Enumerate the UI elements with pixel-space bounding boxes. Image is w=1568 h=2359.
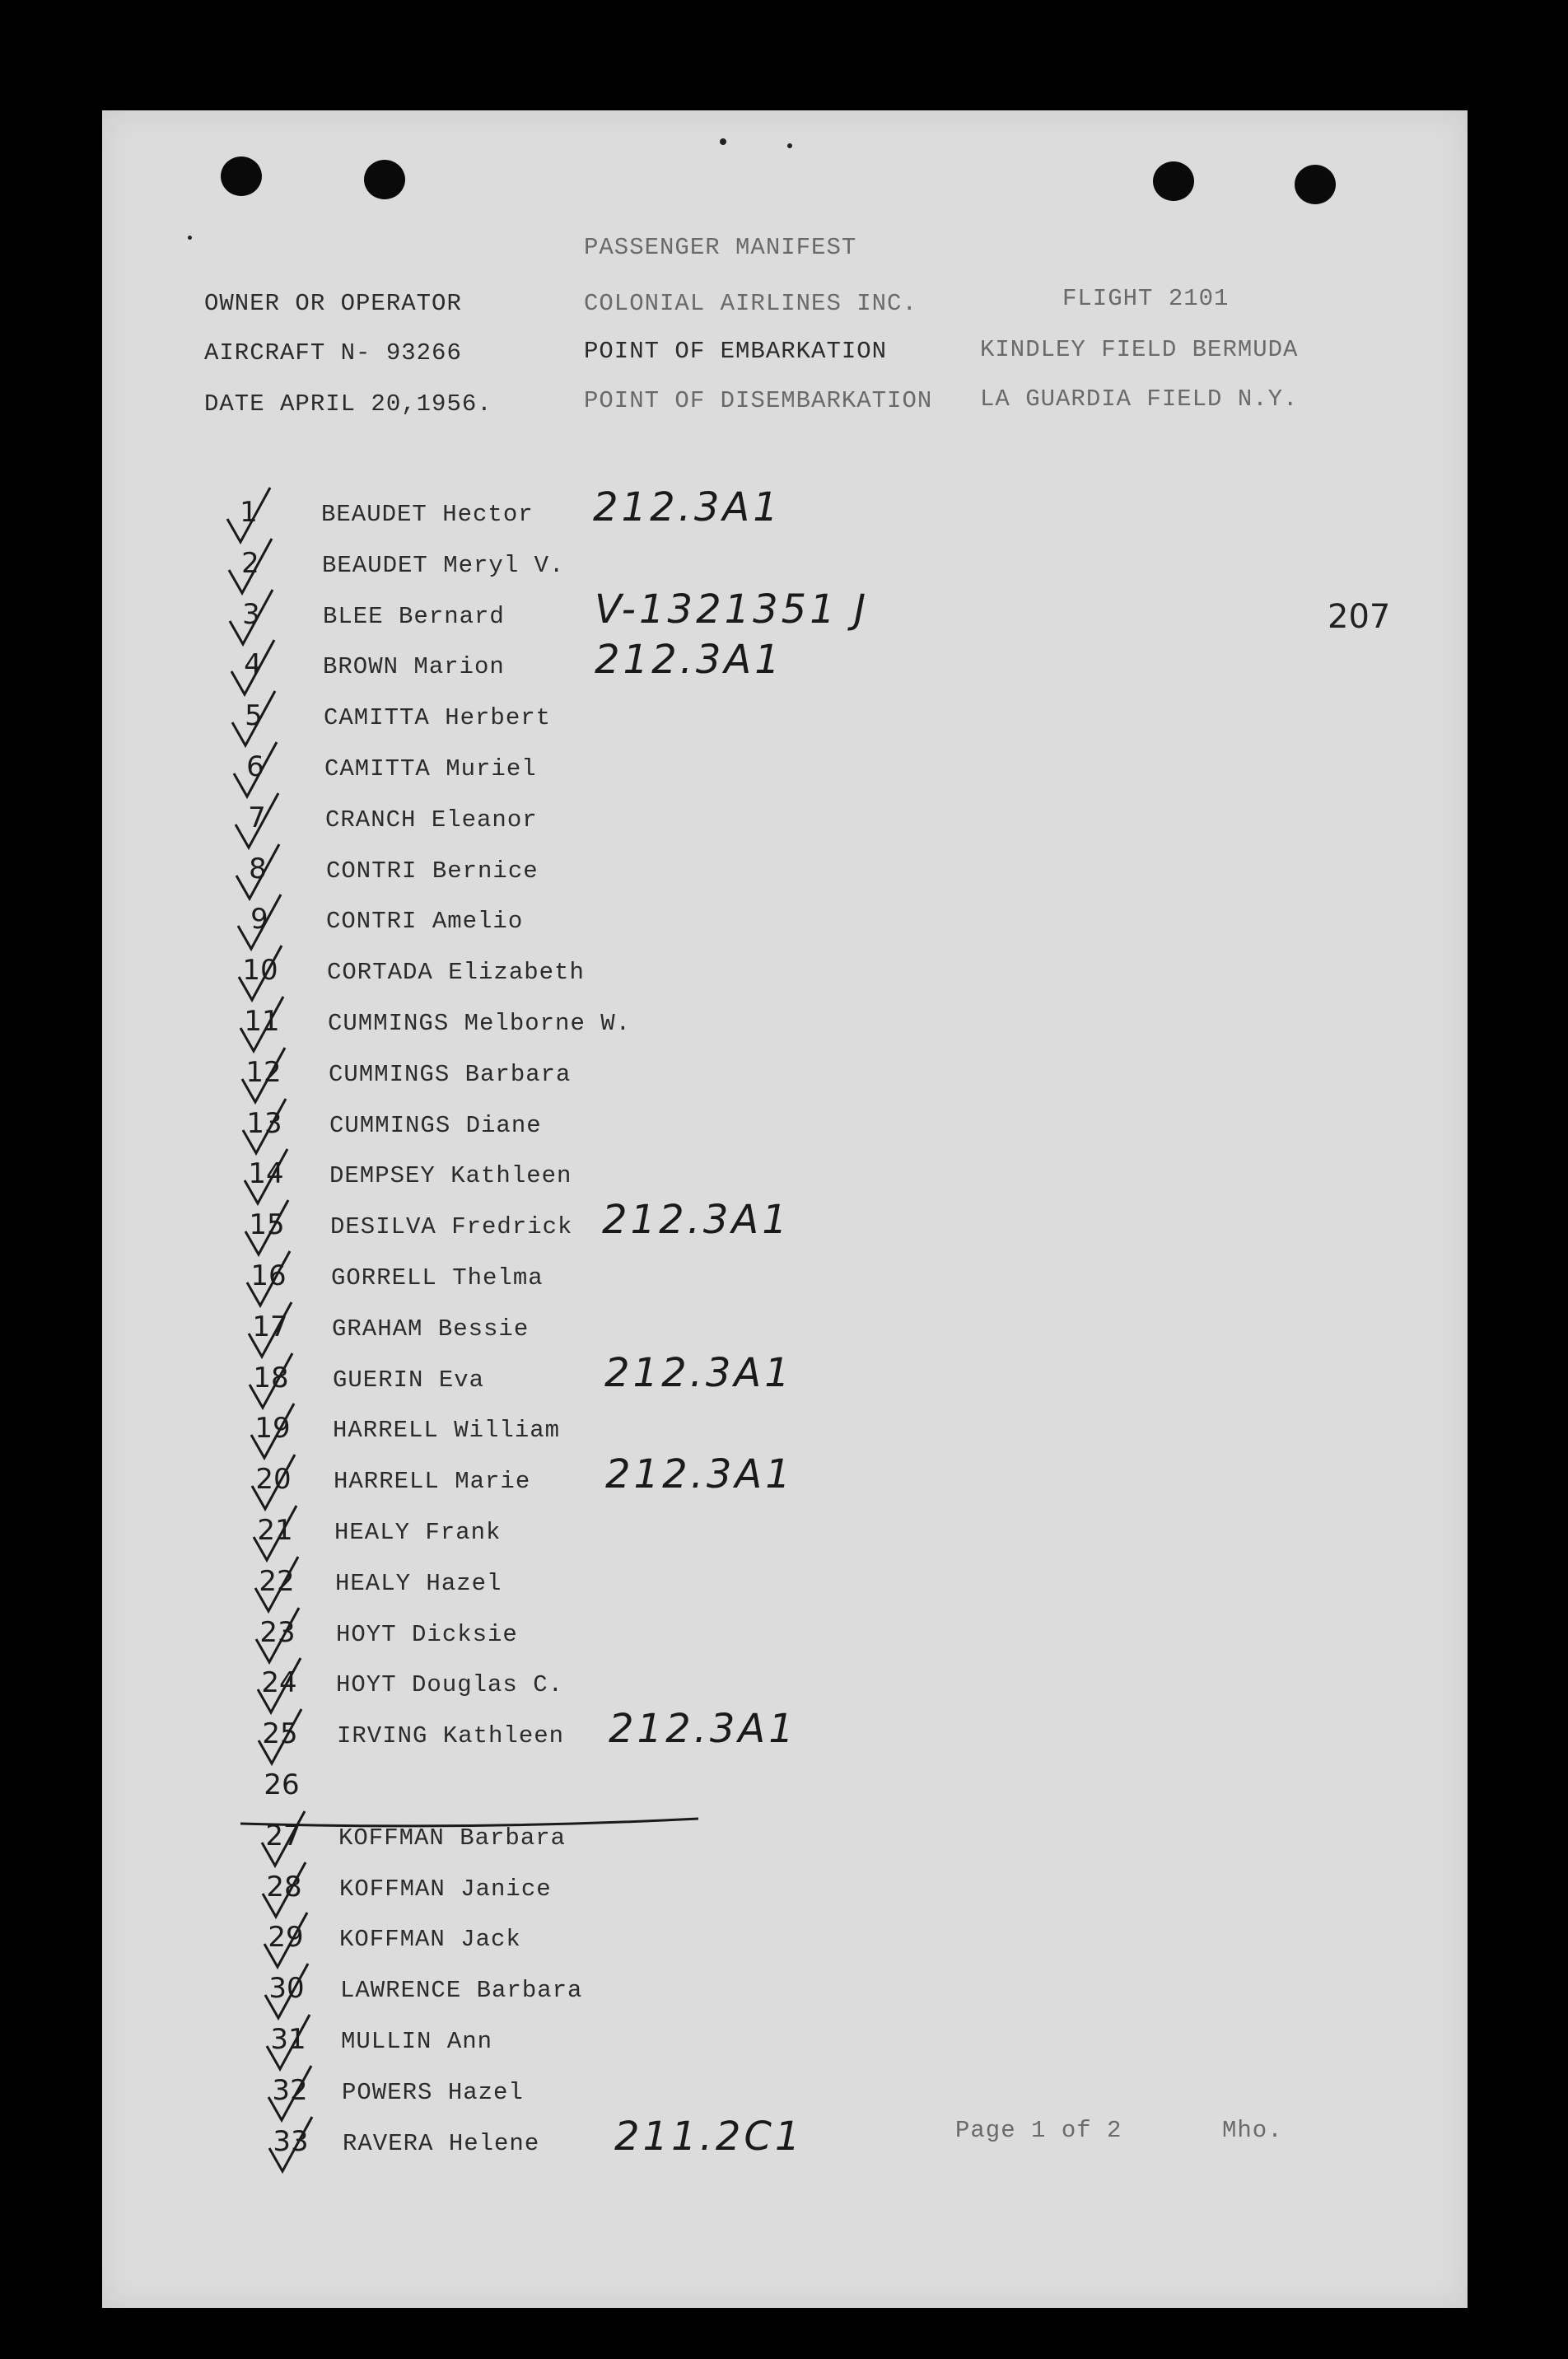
- passenger-name: KOFFMAN Barbara: [338, 1824, 567, 1852]
- passenger-name: BLEE Bernard: [323, 603, 505, 630]
- passenger-number: 15: [249, 1208, 285, 1241]
- handwritten-note: 212.3A1: [609, 1706, 797, 1752]
- punch-hole: [1153, 161, 1194, 201]
- passenger-number: 31: [270, 2023, 306, 2056]
- passenger-name: CUMMINGS Melborne W.: [328, 1010, 632, 1037]
- passenger-name: MULLIN Ann: [341, 2028, 493, 2055]
- handwritten-note: 212.3A1: [605, 1451, 794, 1497]
- passenger-row: [102, 1005, 1420, 1051]
- passenger-number: 21: [257, 1514, 293, 1547]
- disembarkation-label: POINT OF DISEMBARKATION: [584, 387, 933, 414]
- passenger-name: CAMITTA Herbert: [324, 704, 552, 731]
- disembarkation-value: LA GUARDIA FIELD N.Y.: [980, 385, 1299, 413]
- embarkation-value: KINDLEY FIELD BERMUDA: [980, 336, 1299, 363]
- passenger-name: CUMMINGS Diane: [329, 1112, 542, 1139]
- passenger-number: 20: [255, 1463, 292, 1496]
- passenger-row: [102, 750, 1420, 796]
- passenger-number: 18: [253, 1362, 289, 1394]
- passenger-name: BROWN Marion: [323, 653, 505, 680]
- passenger-name: HARRELL William: [333, 1417, 561, 1444]
- passenger-name: BEAUDET Hector: [321, 501, 534, 528]
- passenger-row: [102, 1197, 1420, 1254]
- passenger-name: HOYT Douglas C.: [336, 1671, 564, 1698]
- passenger-name: GORRELL Thelma: [331, 1264, 544, 1292]
- ink-speck: [188, 236, 192, 240]
- passenger-name: HEALY Hazel: [335, 1570, 502, 1597]
- passenger-row: [102, 484, 1420, 542]
- passenger-name: IRVING Kathleen: [337, 1722, 565, 1749]
- passenger-number: 4: [244, 648, 262, 681]
- passenger-number: 5: [245, 699, 263, 732]
- passenger-number: 19: [254, 1412, 291, 1445]
- embarkation-label: POINT OF EMBARKATION: [584, 338, 888, 365]
- passenger-number: 9: [250, 903, 268, 936]
- passenger-row: [102, 853, 1420, 899]
- passenger-number: 26: [264, 1768, 300, 1801]
- passenger-number: 25: [262, 1717, 298, 1750]
- passenger-row: [102, 1706, 1420, 1763]
- passenger-name: HOYT Dicksie: [336, 1621, 518, 1648]
- punch-hole: [1295, 165, 1336, 204]
- passenger-name: LAWRENCE Barbara: [340, 1977, 583, 2004]
- owner-value: COLONIAL AIRLINES INC.: [584, 290, 917, 317]
- passenger-row: [102, 903, 1420, 949]
- handwritten-note: 212.3A1: [602, 1197, 791, 1243]
- passenger-row: [102, 1056, 1420, 1102]
- passenger-number: 3: [242, 598, 260, 631]
- passenger-number: 33: [273, 2125, 309, 2158]
- passenger-name: CRANCH Eleanor: [325, 806, 538, 834]
- handwritten-note: 211.2C1: [614, 2114, 804, 2160]
- stamp-number: 207: [1328, 598, 1391, 636]
- passenger-number: 10: [242, 954, 278, 987]
- passenger-number: 24: [261, 1666, 297, 1699]
- manifest-page: [102, 110, 1468, 2308]
- passenger-name: CONTRI Amelio: [326, 908, 524, 935]
- handwritten-note: 212.3A1: [595, 637, 783, 683]
- ink-speck: [720, 138, 726, 145]
- row-26-underline: [240, 1794, 698, 1835]
- passenger-name: CUMMINGS Barbara: [329, 1061, 572, 1088]
- passenger-name: GUERIN Eva: [333, 1366, 485, 1394]
- check-mark-icon: [264, 2112, 322, 2178]
- handwritten-note: V-1321351 J: [595, 586, 870, 633]
- flight-number: FLIGHT 2101: [1062, 285, 1230, 312]
- passenger-number: 13: [246, 1107, 282, 1140]
- passenger-name: CAMITTA Muriel: [324, 755, 537, 782]
- passenger-number: 1: [240, 496, 258, 529]
- passenger-name: DEMPSEY Kathleen: [329, 1162, 572, 1189]
- passenger-name: POWERS Hazel: [342, 2079, 524, 2106]
- passenger-number: 11: [244, 1005, 280, 1038]
- passenger-number: 12: [245, 1056, 282, 1089]
- passenger-number: 27: [265, 1819, 301, 1852]
- passenger-number: 2: [241, 547, 259, 580]
- page-indicator: Page 1 of 2: [955, 2117, 1122, 2144]
- passenger-name: RAVERA Helene: [343, 2130, 540, 2157]
- passenger-number: 16: [250, 1259, 287, 1292]
- passenger-name: GRAHAM Bessie: [332, 1315, 530, 1343]
- passenger-name: CORTADA Elizabeth: [327, 959, 585, 986]
- passenger-name: HEALY Frank: [334, 1519, 502, 1546]
- passenger-name: BEAUDET Meryl V.: [322, 552, 565, 579]
- passenger-row: [102, 954, 1420, 1000]
- passenger-name: KOFFMAN Janice: [339, 1876, 552, 1903]
- punch-hole: [221, 156, 262, 196]
- passenger-name: CONTRI Bernice: [326, 857, 539, 885]
- passenger-number: 22: [259, 1565, 295, 1598]
- passenger-number: 32: [272, 2074, 308, 2107]
- handwritten-note: 212.3A1: [604, 1350, 793, 1396]
- ink-speck: [787, 143, 792, 148]
- manifest-title: PASSENGER MANIFEST: [584, 234, 857, 261]
- passenger-number: 30: [268, 1972, 305, 2005]
- passenger-number: 7: [248, 801, 266, 834]
- flight-date: DATE APRIL 20,1956.: [204, 390, 492, 418]
- passenger-name: DESILVA Fredrick: [330, 1213, 573, 1240]
- punch-hole: [364, 160, 405, 199]
- passenger-row: [102, 699, 1420, 745]
- clerk-initials: Mho.: [1222, 2117, 1283, 2144]
- passenger-number: 29: [268, 1921, 304, 1954]
- aircraft-number: AIRCRAFT N- 93266: [204, 339, 462, 367]
- passenger-row: [102, 801, 1420, 848]
- owner-label: OWNER OR OPERATOR: [204, 290, 462, 317]
- passenger-name: KOFFMAN Jack: [339, 1926, 521, 1953]
- passenger-row: [102, 1107, 1420, 1153]
- passenger-name: HARRELL Marie: [334, 1468, 531, 1495]
- handwritten-note: 212.3A1: [593, 484, 782, 530]
- check-mark-icon: [254, 1704, 311, 1770]
- passenger-number: 14: [248, 1157, 284, 1190]
- passenger-number: 17: [252, 1310, 288, 1343]
- passenger-number: 8: [249, 853, 267, 885]
- passenger-row: [102, 637, 1420, 694]
- passenger-number: 28: [266, 1871, 302, 1904]
- passenger-number: 6: [246, 750, 264, 783]
- passenger-number: 23: [259, 1616, 296, 1649]
